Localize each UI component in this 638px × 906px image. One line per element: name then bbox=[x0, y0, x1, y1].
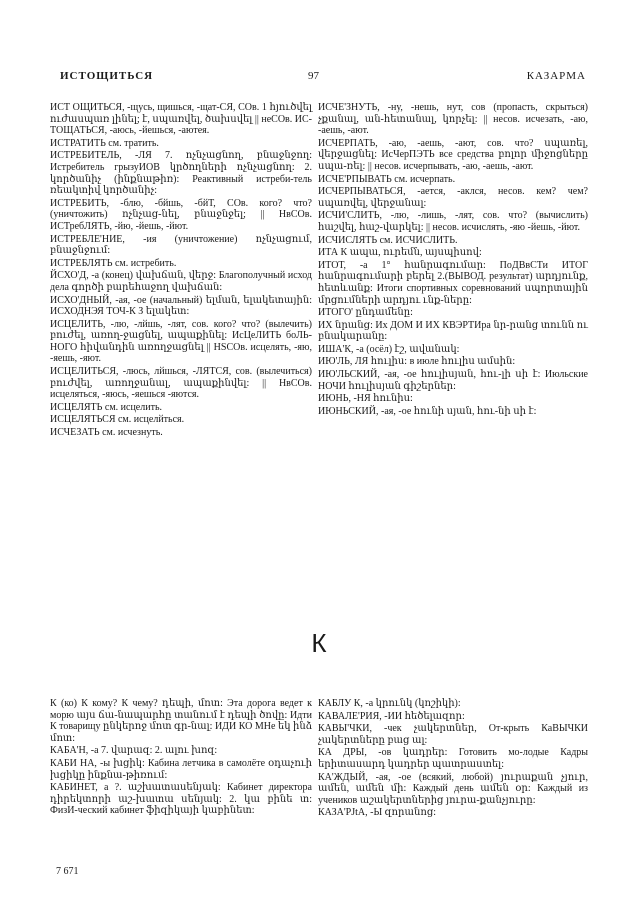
dictionary-entry: КА ДРЫ, -ов կադրեր: Готовить мо-лодые Кадры երիտասարդ կադրեր պատրաստել: bbox=[318, 747, 588, 770]
dictionary-entry: ИСЧЕ'ЗНУТЬ, -ну, -нешь, нут, сов (пропасть, скрыться) չքանալ, ան-հետանալ, կորչել: || несов. исчезать, -аю, -аешь, -ают. bbox=[318, 102, 588, 137]
dictionary-entry: КАБЛУ К, -а կրունկ (կոշիկի): bbox=[318, 698, 461, 709]
dictionary-entry: ИША'К, -а (осёл) էշ, ավանակ: bbox=[318, 343, 460, 355]
dictionary-entry: ИСХО'ДНЫЙ, -ая, -ое (начальный) ելման, ելակետային: ИСХОДНЭЯ ТОЧ-К З ելակետ: bbox=[50, 294, 312, 318]
dictionary-entry: ИСТРЕБИТЬ, -блю, -бйшь, -бйТ, СОв. кого? что?(уничтожить) ոչնչաց-նել, բնաջնջել; || НвСОв. ИСТребЛЯТЬ, -йю, -йешь, -йют. bbox=[50, 197, 312, 232]
dictionary-entry: ИСЦЕЛЯТЬ см. исцелить. bbox=[50, 401, 163, 413]
dictionary-entry: КАБИ НА, -ы խցիկ: Кабина летчика в самолёте օդաչուի խցիկը ինքնա-թիռում: bbox=[50, 757, 312, 781]
dictionary-entry: КАБА'Н, -а 7. վարազ: 2. ալու խոզ: bbox=[50, 745, 218, 757]
dictionary-entry: ИСТРАТИТЬ см. тратить. bbox=[50, 137, 159, 149]
dictionary-entry: ИСЦЕЛИТЬ, -лю, -лйшь, -лят, сов. кого? что? (вылечить) բուժել, առող-ջացնել, ապաքինել: ИсЦеЛИТЬ боЛЬ-НОГО հիվանդին առողջացնել || НЅСОв. исцелять, -яю, -яешь, -яют. bbox=[50, 318, 312, 365]
running-head-left: ИСТОЩИТЬСЯ bbox=[60, 70, 154, 82]
dictionary-entry: КА'ЖДЫЙ, -ая, -ое (всякий, любой) յուրաքան չյուր, ամեն, ամեն մի: Каждый день ամեն օր: Каждый из учеников աշակերտներից յուրա-քանչյուրը: bbox=[318, 771, 588, 806]
dictionary-entry: ИТОГО' ընդամենը: bbox=[318, 307, 413, 319]
dictionary-entry: ИСТРЕБЛЕ'НИЕ, -ия (уничтожение) ոչնչացում, բնաջնջում: bbox=[50, 233, 312, 257]
dictionary-entry: ИСЦЕЛЯТЬСЯ см. исцелйться. bbox=[50, 414, 185, 426]
page-number: 97 bbox=[308, 70, 319, 82]
dictionary-entry: ИТА К ապա, ուրեմն, այսպիսով: bbox=[318, 247, 482, 259]
dictionary-entry: ИСЧИ'СЛИТЬ, -лю, -лишь, -лят, сов. что? (вычислить) հաշվել, հաշ-վարկել: || несов. исчислять, -яю -йешь, -йют. bbox=[318, 210, 588, 233]
dictionary-entry: ИСЦЕЛИТЬСЯ, -люсь, лйшься, -ЛЯТСЯ, сов. (вылечиться) բուժվել, առողջանալ, ապաքինվել: || НвСОв. исцеляться, -яюсь, -яешься -яются. bbox=[50, 366, 312, 401]
dictionary-entry: ИСЧИСЛЯТЬ см. ИСЧИСЛИТЬ. bbox=[318, 234, 458, 246]
dictionary-entry: ИЮНЬСКИЙ, -ая, -ое հունի սյան, հու-նի սի է: bbox=[318, 405, 537, 417]
dictionary-entry: ИСЧЕРПЫВАТЬСЯ, -ается, -аклся, несов. кем? чем? սպառվել, վերջանալ: bbox=[318, 186, 588, 209]
running-head bbox=[52, 70, 586, 86]
right-column-k bbox=[318, 698, 588, 820]
dictionary-entry: ИСЧЕРПАТЬ, -аю, -аешь, -ают, сов. что? սպառել, վերջացնել: ИсЧерПЭТЬ все средства բոլոր միջոցները սպա-ռել: || несов. исчерпывать, -аю, -аешь, -ают. bbox=[318, 137, 588, 172]
left-column-k bbox=[50, 698, 312, 818]
dictionary-entry: ИСЧЕЗАТЬ см. исчезнуть. bbox=[50, 427, 163, 439]
dictionary-entry: ИЮНЬ, -НЯ հունիս: bbox=[318, 393, 413, 405]
right-column bbox=[318, 102, 588, 418]
dictionary-entry: КАВЫ'ЧКИ, -чек չակերտներ, От-крыть КаВЫЧКИ չակերտները բաց ալ: bbox=[318, 723, 588, 746]
dictionary-entry: КАБИНЕТ, а ?. աշխատասենյակ: Кабинет директора դիրեկտորի աշ-խատա սենյակ: 2. կա բինե տ: ФизИ-ческий кабинет ֆիզիկայի կաբինետ: bbox=[50, 782, 312, 817]
running-head-right: КАЗАРМА bbox=[526, 70, 586, 82]
section-letter: К bbox=[311, 628, 327, 658]
printer-signature: 7 671 bbox=[56, 866, 79, 877]
dictionary-entry: ИЮ'ЛЬ, ЛЯ հուլիս: в июле հուլիս ամսին: bbox=[318, 356, 516, 368]
dictionary-entry: ИСТ ОЩИТЬСЯ, -щусь, щишься, -щат-СЯ, СОв. 1 հյուծվել ուժասպառ լինել; է, սպառվել, ծախսվել || неСОв. ИС-ТОЩАТЬСЯ, -аюсь, -йешься, -аютея. bbox=[50, 102, 312, 137]
left-column bbox=[50, 102, 312, 440]
dictionary-entry: ЙСХО'Д, -а (конец) վախճան, վերջ: Благополучный исход дела գործի բարեհաջող վախճան: bbox=[50, 270, 312, 293]
dictionary-entry: КАВАЛЕ'РИЯ, -ИИ հեծելազոր: bbox=[318, 710, 465, 722]
dictionary-entry: КАЗА'РЈtА, -Ы զորանոց: bbox=[318, 807, 437, 819]
dictionary-entry: ИСТРЕБИТЕЛЬ, -ЛЯ 7. ոչնչացնող, բնաջնջող: Истребитель грызуИОВ կրծողների ոչնչացնող: 2. կործանիչ (ինքնաթիռ): Реактивный истреби-тель ռեակտիվ կործանիչ: bbox=[50, 150, 312, 197]
dictionary-entry: ИТОТ, -а 1° հանրագումար: ПоДВвСТи ИТОГ հանրագումարի բերել 2.(ВЫВОД. результат) արդյունք, հետևանք: Итоги спортивных соревнований սպորտային մրցումների արդյու ւնք-ները: bbox=[318, 259, 588, 306]
dictionary-entry: ИСЧЕ'РПЫВАТЬ см. исчерпать. bbox=[318, 173, 456, 185]
dictionary-entry: ИЮ'ЛЬСКИЙ, -ая, -ое հուլիսյան, հու-լի սի է: Июльские НОЧИ հուլիսյան գիշերներ: bbox=[318, 369, 588, 392]
dictionary-entry: ИХ նրանց: Их ДОМ И ИХ КВЭРТИра նր-րանց տունն ու բնակարանը: bbox=[318, 319, 588, 343]
dictionary-entry: ИСТРЕБЛЯТЬ см. истребить. bbox=[50, 257, 177, 269]
dictionary-entry: К (ко) К кому? К чему? դեպի, մոտ: Эта дорога ведет к морю այս ճա-նապարհը տանում է դեպի ծովը: Идти К товарищу ընկերոջ մոտ գր-նալ: ИДИ КО МНе եկ ինձ մոտ: bbox=[50, 698, 312, 744]
